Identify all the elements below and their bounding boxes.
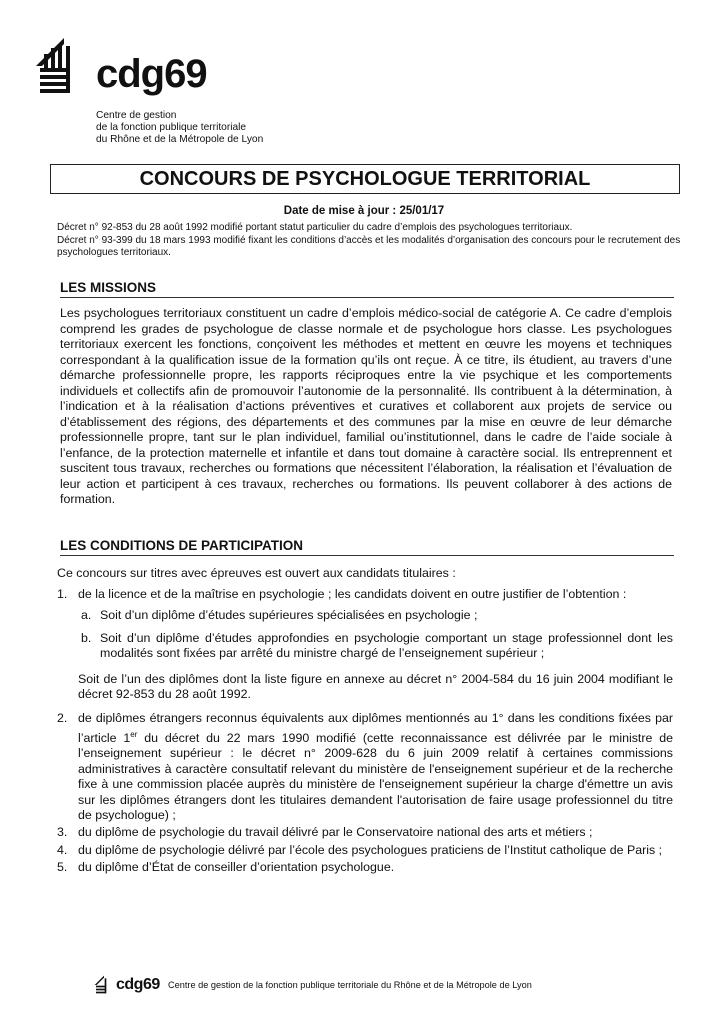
footer-text: Centre de gestion de la fonction publique territoriale du Rhône et de la Métropole de Lyon xyxy=(168,980,532,990)
item-text xyxy=(78,711,673,822)
item-text: de la licence et de la maîtrise en psychologie ; les candidats doivent en outre justifier de l’obtention : xyxy=(78,587,627,601)
logo-sub-line: Centre de gestion xyxy=(96,110,177,121)
footer xyxy=(94,975,654,997)
cdg69-logo xyxy=(34,36,264,145)
conditions-heading: LES CONDITIONS DE PARTICIPATION xyxy=(60,538,674,556)
update-date: Date de mise à jour : 25/01/17 xyxy=(283,205,445,217)
missions-text: Les psychologues territoriaux constituent un cadre d’emplois médico-social de catégorie A. Ce cadre d’emplois comprend les grades de psychologue de classe normale et de psychologue hors classe. Les psychologues territoriaux exercent les fonctions, conçoivent les méthodes et mettent en œuvre les moyens et techniques correspondant à la qualification issue de la formation qu’ils ont reçue. À ce titre, ils étudient, au travers d’une démarche professionnelle propre, les rapports réciproques entre la vie psychique et les comportements individuels et collectifs afin de promouvoir l’autonomie de la personnalité. Ils contribuent à la détermination, à l’indication et à la réalisation d’actions préventives et curatives et collaborent aux projets de service ou d’établissement des régions, des départements et des communes par la mise en œuvre de leur démarche professionnelle propre, tant sur le plan individuel, familial ou’institutionnel, dans le cadre de l’aide sociale à l’enfance, de la protection maternelle et infantile et dans tout domaine à caractère social. Ils entreprennent et suscitent tous travaux, recherches ou formations que nécessitent l’élaboration, la réalisation et l’évaluation de leur action et participent à ces travaux, recherches ou formations. Ils peuvent collaborer à des actions de formation. xyxy=(60,306,672,506)
conditions-intro: Ce concours sur titres avec épreuves est ouvert aux candidats titulaires : xyxy=(57,566,456,580)
item-number: 1. xyxy=(57,587,68,601)
sub-item xyxy=(57,631,673,662)
conditions-list xyxy=(57,587,673,876)
house-logo-icon xyxy=(34,36,94,96)
sub-item-letter: a. xyxy=(81,608,92,623)
page-title: CONCOURS DE PSYCHOLOGUE TERRITORIAL xyxy=(50,164,680,194)
footer-brand: cdg69 xyxy=(116,976,160,993)
sub-item-letter: b. xyxy=(81,630,92,645)
item1-note: Soit de l’un des diplômes dont la liste figure en annexe au décret n° 2004-584 du 16 juin 2004 modifiant le décret 92-853 du 28 août 1992. xyxy=(78,671,673,702)
list-item xyxy=(57,825,673,840)
missions-heading: LES MISSIONS xyxy=(60,280,674,298)
logo-subtitle xyxy=(96,110,316,146)
item-text: du diplôme d’État de conseiller d’orientation psychologue. xyxy=(78,860,395,875)
item-text-part: de diplômes étrangers reconnus équivalents aux diplômes mentionnés au 1° dans les conditions fixées par l’article 1 xyxy=(78,711,673,745)
list-item xyxy=(57,587,673,702)
sub-item-text: Soit d’un diplôme d’études supérieures spécialisées en psychologie ; xyxy=(100,608,478,623)
item-text-part: du décret du 22 mars 1990 modifié (cette reconnaissance est délivrée par le ministre de l’enseignement supérieur : le décret n° 2009-628 du 6 juin 2009 relatif à certaines commissions administratives à caractère consultatif relevant du ministère de l'enseignement supérieur et de la recherche fixe à une commission placée auprès du ministère de l'enseignement supérieur la charge d'émettre un avis sur les diplômes étrangers dont les titulaires demandent l'autorisation de faire usage professionnel du titre de psychologue) ; xyxy=(78,730,673,822)
list-item xyxy=(57,843,673,858)
logo-brand: cdg69 xyxy=(96,52,207,96)
decree-line: Décret n° 93-399 du 18 mars 1993 modifié fixant les conditions d’accès et les modalités d’organisation des concours pour le recrutement des psychologues territoriaux. xyxy=(57,234,681,259)
house-logo-icon xyxy=(94,975,114,995)
item-number: 2. xyxy=(57,711,68,726)
logo-sub-line: du Rhône et de la Métropole de Lyon xyxy=(96,134,264,145)
list-item xyxy=(57,860,673,875)
item-number: 3. xyxy=(57,825,68,840)
sub-item xyxy=(57,608,673,623)
item-number: 5. xyxy=(57,860,68,875)
item-text: du diplôme de psychologie du travail délivré par le Conservatoire national des arts et métiers ; xyxy=(78,825,593,840)
logo-sub-line: de la fonction publique territoriale xyxy=(96,122,247,133)
item-text: du diplôme de psychologie délivré par l’école des psychologues praticiens de l’Institut catholique de Paris ; xyxy=(78,842,663,857)
sub-item-text: Soit d’un diplôme d’études approfondies en psychologie comportant un stage professionnel dont les modalités sont fixées par arrêté du ministre chargé de l’enseignement supérieur ; xyxy=(100,630,673,661)
decrees-block xyxy=(57,222,682,260)
list-item xyxy=(57,711,673,823)
decree-line: Décret n° 92-853 du 28 août 1992 modifié portant statut particulier du cadre d’emplois des psychologues territoriaux. xyxy=(57,222,573,233)
item-number: 4. xyxy=(57,842,68,857)
superscript: er xyxy=(130,729,138,739)
